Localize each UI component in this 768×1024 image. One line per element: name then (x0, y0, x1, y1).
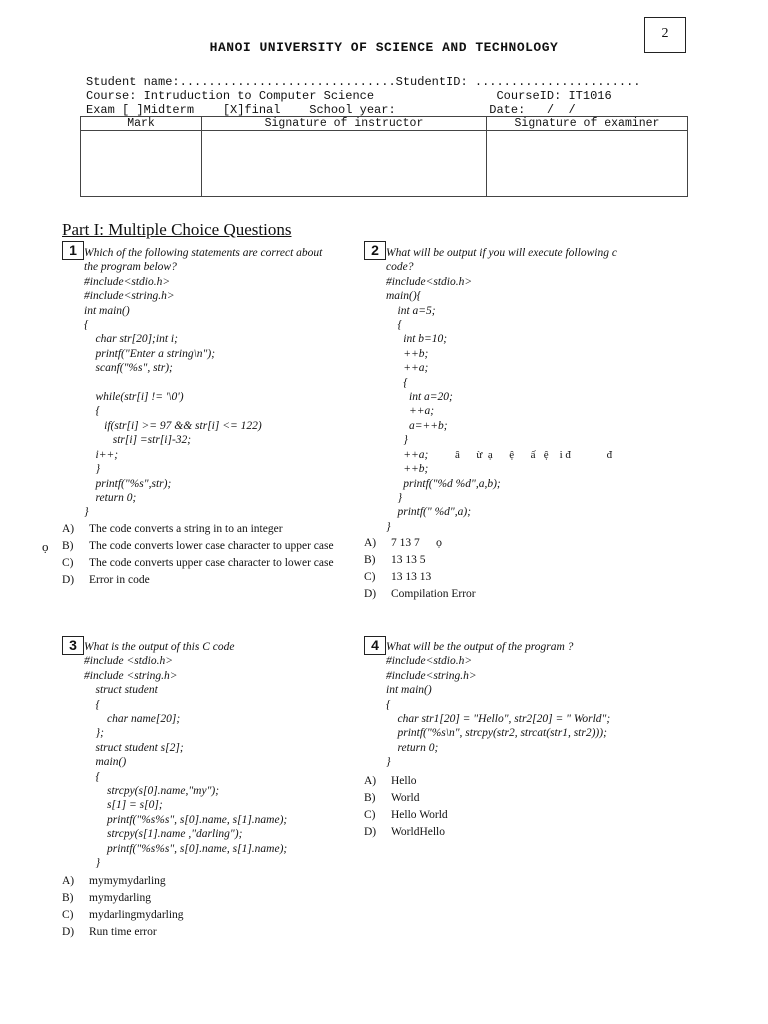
option-text: Error in code (89, 574, 150, 586)
q2-option-d[interactable] (364, 586, 644, 602)
option-label: C) (62, 909, 74, 921)
option-label: A) (364, 775, 377, 787)
option-text: WorldHello (391, 826, 446, 838)
option-label: B) (364, 792, 376, 804)
stray-mark-q2: ọ (436, 535, 442, 549)
q2-option-a[interactable] (364, 535, 644, 551)
q4-option-a[interactable] (364, 773, 644, 789)
option-label: B) (364, 554, 376, 566)
option-label: D) (364, 588, 377, 600)
q3-option-c[interactable] (62, 907, 342, 923)
option-label: A) (62, 875, 75, 887)
exam-line: Exam [ ]Midterm [X]final School year: Date: / / (86, 103, 576, 117)
option-text: Run time error (89, 926, 157, 938)
q1-option-a[interactable] (62, 521, 342, 537)
q4-option-d[interactable] (364, 824, 644, 840)
student-line: Student name:..............................StudentID: ....................... (86, 75, 641, 89)
mark-cell (81, 131, 202, 197)
option-text: Compilation Error (391, 588, 476, 600)
question-2-body: What will be output if you will execute following c code? #include<stdio.h> main(){ int a=5; { int b=10; ++b; ++a; { int a=20; ++a; a=++b; } ++a; ++b; printf("%d %d",a,b); } printf(" %d",a); } (386, 247, 617, 533)
q4-option-c[interactable] (364, 807, 644, 823)
q2-option-c[interactable] (364, 569, 644, 585)
option-text: Hello (391, 775, 417, 787)
option-label: B) (62, 892, 74, 904)
option-text: 7 13 7 (391, 537, 420, 549)
q1-option-d[interactable] (62, 572, 342, 588)
option-label: D) (62, 926, 75, 938)
option-text: mymymydarling (89, 875, 166, 887)
examiner-signature-cell (487, 131, 688, 197)
option-label: C) (364, 571, 376, 583)
q1-option-b[interactable] (62, 538, 342, 554)
question-3-options (62, 873, 342, 941)
q1-option-c[interactable] (62, 555, 342, 571)
q3-option-b[interactable] (62, 890, 342, 906)
grade-table (80, 116, 688, 197)
question-1-options (62, 521, 342, 589)
question-1-body: Which of the following statements are correct about the program below? #include<stdio.h> #include<string.h> int main() { char str[20];int i; printf("Enter a string\n"); scanf("%s", str); while(str[i] != '\0') { if(str[i] >= 97 && str[i] <= 122) str[i] =str[i]-32; i++; } printf("%s",str); return 0; } (84, 247, 323, 519)
instructor-signature-cell (202, 131, 487, 197)
stray-mark-q1: ọ (42, 539, 49, 554)
question-number-3: 3 (62, 636, 84, 655)
q2-option-b[interactable] (364, 552, 644, 568)
question-4-options (364, 773, 644, 841)
q4-option-b[interactable] (364, 790, 644, 806)
part-title: Part I: Multiple Choice Questions (62, 220, 292, 239)
option-text: Hello World (391, 809, 448, 821)
page-number: 2 (644, 17, 686, 53)
question-number-1: 1 (62, 241, 84, 260)
option-label: D) (62, 574, 75, 586)
option-text: 13 13 5 (391, 554, 426, 566)
option-text: 13 13 13 (391, 571, 432, 583)
option-text: mymydarling (89, 892, 151, 904)
option-label: A) (364, 537, 377, 549)
q3-option-d[interactable] (62, 924, 342, 940)
option-text: The code converts a string in to an integer (89, 523, 283, 535)
col-examiner: Signature of examiner (487, 117, 688, 131)
col-mark: Mark (81, 117, 202, 131)
option-text: mydarlingmydarling (89, 909, 184, 921)
option-label: B) (62, 540, 74, 552)
question-number-2: 2 (364, 241, 386, 260)
col-instructor: Signature of instructor (202, 117, 487, 131)
q3-option-a[interactable] (62, 873, 342, 889)
question-number-4: 4 (364, 636, 386, 655)
university-name: HANOI UNIVERSITY OF SCIENCE AND TECHNOLOGY (209, 40, 559, 55)
question-3-body: What is the output of this C code #include <stdio.h> #include <string.h> struct student { char name[20]; }; struct student s[2]; main() { strcpy(s[0].name,"my"); s[1] = s[0]; printf("%s%s", s[0].name, s[1].name); strcpy(s[1].name ,"darling"); printf("%s%s", s[0].name, s[1].name); } (84, 641, 288, 870)
option-label: C) (364, 809, 376, 821)
option-label: A) (62, 523, 75, 535)
option-label: C) (62, 557, 74, 569)
stray-diacritics: â ừ ạ ệ ấ ệ i đ đ (455, 449, 613, 461)
question-4-body: What will be the output of the program ? #include<stdio.h> #include<string.h> int main() { char str1[20] = "Hello", str2[20] = " World"; printf("%s\n", strcpy(str2, strcat(str1, str2))); return 0; } (386, 641, 611, 769)
option-label: D) (364, 826, 377, 838)
option-text: World (391, 792, 420, 804)
option-text: The code converts lower case character to upper case (89, 540, 334, 552)
course-line: Course: Intruduction to Computer Science CourseID: IT1016 (86, 89, 612, 103)
question-2-options (364, 535, 644, 603)
option-text: The code converts upper case character to lower case (89, 557, 334, 569)
